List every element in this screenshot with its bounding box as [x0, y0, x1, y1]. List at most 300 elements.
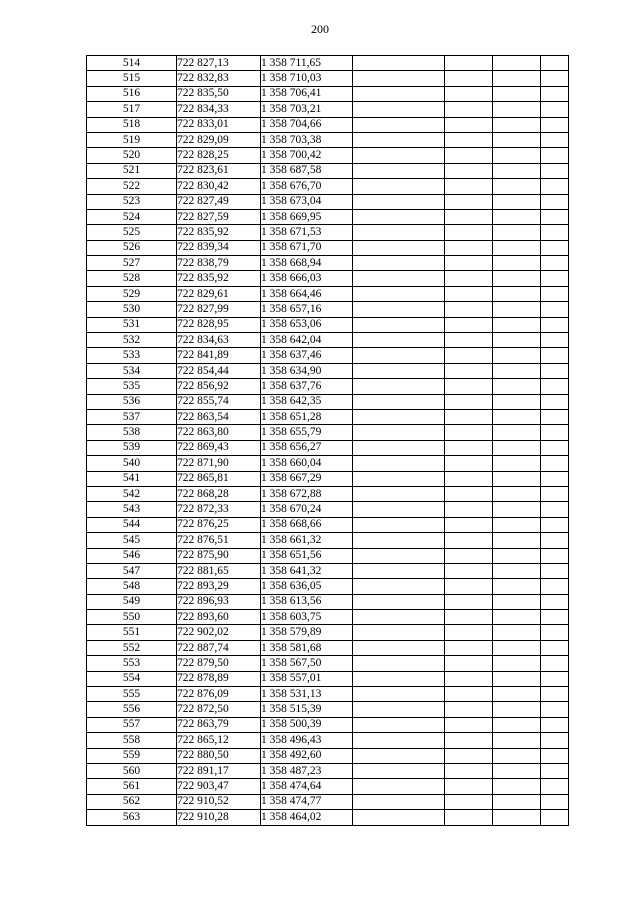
empty-cell [353, 671, 445, 686]
point-number-cell: 524 [87, 209, 177, 224]
empty-cell [445, 779, 493, 794]
table-row [87, 656, 569, 671]
empty-cell [541, 394, 569, 409]
y-coordinate-cell: 1 358 676,70 [261, 179, 353, 194]
empty-cell [493, 163, 541, 178]
page-number: 200 [311, 22, 329, 36]
empty-cell [353, 102, 445, 117]
x-coordinate-cell: 722 875,90 [177, 548, 261, 563]
empty-cell [445, 671, 493, 686]
table-row [87, 640, 569, 655]
y-coordinate-cell: 1 358 642,35 [261, 394, 353, 409]
x-coordinate-cell: 722 872,33 [177, 502, 261, 517]
empty-cell [353, 517, 445, 532]
empty-cell [353, 687, 445, 702]
empty-cell [445, 56, 493, 71]
empty-cell [493, 379, 541, 394]
y-coordinate-cell: 1 358 651,56 [261, 548, 353, 563]
table-row [87, 517, 569, 532]
empty-cell [493, 317, 541, 332]
empty-cell [541, 225, 569, 240]
x-coordinate-cell: 722 872,50 [177, 702, 261, 717]
empty-cell [445, 733, 493, 748]
empty-cell [493, 548, 541, 563]
empty-cell [445, 548, 493, 563]
empty-cell [541, 794, 569, 809]
table-row [87, 594, 569, 609]
empty-cell [493, 456, 541, 471]
table-row [87, 132, 569, 147]
y-coordinate-cell: 1 358 579,89 [261, 625, 353, 640]
x-coordinate-cell: 722 835,92 [177, 225, 261, 240]
point-number-cell: 543 [87, 502, 177, 517]
table-row [87, 163, 569, 178]
empty-cell [493, 117, 541, 132]
empty-cell [541, 425, 569, 440]
table-row [87, 56, 569, 71]
empty-cell [493, 194, 541, 209]
empty-cell [541, 717, 569, 732]
empty-cell [353, 486, 445, 501]
y-coordinate-cell: 1 358 704,66 [261, 117, 353, 132]
point-number-cell: 544 [87, 517, 177, 532]
empty-cell [353, 71, 445, 86]
empty-cell [541, 610, 569, 625]
empty-cell [493, 179, 541, 194]
y-coordinate-cell: 1 358 668,94 [261, 256, 353, 271]
point-number-cell: 555 [87, 687, 177, 702]
empty-cell [445, 594, 493, 609]
point-number-cell: 520 [87, 148, 177, 163]
table-row [87, 194, 569, 209]
empty-cell [353, 256, 445, 271]
empty-cell [445, 810, 493, 825]
empty-cell [353, 748, 445, 763]
x-coordinate-cell: 722 830,42 [177, 179, 261, 194]
table-row [87, 687, 569, 702]
empty-cell [541, 763, 569, 778]
x-coordinate-cell: 722 876,51 [177, 533, 261, 548]
point-number-cell: 531 [87, 317, 177, 332]
empty-cell [541, 117, 569, 132]
empty-cell [493, 394, 541, 409]
x-coordinate-cell: 722 835,50 [177, 86, 261, 101]
table-row [87, 671, 569, 686]
table-row [87, 456, 569, 471]
empty-cell [493, 533, 541, 548]
empty-cell [493, 225, 541, 240]
table-row [87, 440, 569, 455]
table-row [87, 148, 569, 163]
point-number-cell: 532 [87, 333, 177, 348]
x-coordinate-cell: 722 880,50 [177, 748, 261, 763]
empty-cell [445, 394, 493, 409]
table-row [87, 733, 569, 748]
point-number-cell: 519 [87, 132, 177, 147]
y-coordinate-cell: 1 358 667,29 [261, 471, 353, 486]
empty-cell [493, 256, 541, 271]
empty-cell [353, 594, 445, 609]
y-coordinate-cell: 1 358 703,38 [261, 132, 353, 147]
point-number-cell: 549 [87, 594, 177, 609]
empty-cell [445, 363, 493, 378]
empty-cell [353, 132, 445, 147]
point-number-cell: 541 [87, 471, 177, 486]
empty-cell [541, 548, 569, 563]
empty-cell [493, 763, 541, 778]
point-number-cell: 562 [87, 794, 177, 809]
empty-cell [445, 409, 493, 424]
empty-cell [445, 163, 493, 178]
x-coordinate-cell: 722 910,52 [177, 794, 261, 809]
empty-cell [445, 286, 493, 301]
point-number-cell: 556 [87, 702, 177, 717]
empty-cell [353, 333, 445, 348]
x-coordinate-cell: 722 871,90 [177, 456, 261, 471]
table-row [87, 502, 569, 517]
y-coordinate-cell: 1 358 487,23 [261, 763, 353, 778]
empty-cell [445, 440, 493, 455]
empty-cell [353, 610, 445, 625]
x-coordinate-cell: 722 902,02 [177, 625, 261, 640]
empty-cell [493, 579, 541, 594]
table-row [87, 225, 569, 240]
x-coordinate-cell: 722 868,28 [177, 486, 261, 501]
y-coordinate-cell: 1 358 613,56 [261, 594, 353, 609]
x-coordinate-cell: 722 865,81 [177, 471, 261, 486]
empty-cell [541, 456, 569, 471]
empty-cell [541, 348, 569, 363]
x-coordinate-cell: 722 829,09 [177, 132, 261, 147]
y-coordinate-cell: 1 358 492,60 [261, 748, 353, 763]
point-number-cell: 545 [87, 533, 177, 548]
table-row [87, 702, 569, 717]
empty-cell [445, 517, 493, 532]
empty-cell [445, 148, 493, 163]
empty-cell [353, 348, 445, 363]
empty-cell [541, 517, 569, 532]
x-coordinate-cell: 722 833,01 [177, 117, 261, 132]
table-row [87, 179, 569, 194]
table-row [87, 271, 569, 286]
empty-cell [445, 717, 493, 732]
empty-cell [493, 132, 541, 147]
y-coordinate-cell: 1 358 642,04 [261, 333, 353, 348]
empty-cell [445, 502, 493, 517]
empty-cell [493, 409, 541, 424]
x-coordinate-cell: 722 829,61 [177, 286, 261, 301]
x-coordinate-cell: 722 855,74 [177, 394, 261, 409]
empty-cell [445, 379, 493, 394]
table-row [87, 209, 569, 224]
y-coordinate-cell: 1 358 474,64 [261, 779, 353, 794]
empty-cell [493, 209, 541, 224]
y-coordinate-cell: 1 358 636,05 [261, 579, 353, 594]
table-row [87, 794, 569, 809]
empty-cell [493, 733, 541, 748]
point-number-cell: 551 [87, 625, 177, 640]
table-row [87, 363, 569, 378]
y-coordinate-cell: 1 358 655,79 [261, 425, 353, 440]
empty-cell [353, 733, 445, 748]
empty-cell [353, 548, 445, 563]
empty-cell [445, 256, 493, 271]
x-coordinate-cell: 722 834,33 [177, 102, 261, 117]
empty-cell [353, 379, 445, 394]
y-coordinate-cell: 1 358 703,21 [261, 102, 353, 117]
empty-cell [541, 733, 569, 748]
empty-cell [493, 71, 541, 86]
empty-cell [541, 502, 569, 517]
empty-cell [541, 640, 569, 655]
table-row [87, 256, 569, 271]
y-coordinate-cell: 1 358 687,58 [261, 163, 353, 178]
y-coordinate-cell: 1 358 710,03 [261, 71, 353, 86]
table-row [87, 486, 569, 501]
empty-cell [353, 271, 445, 286]
x-coordinate-cell: 722 893,29 [177, 579, 261, 594]
empty-cell [541, 132, 569, 147]
empty-cell [353, 456, 445, 471]
empty-cell [493, 640, 541, 655]
empty-cell [541, 748, 569, 763]
empty-cell [445, 794, 493, 809]
y-coordinate-cell: 1 358 567,50 [261, 656, 353, 671]
empty-cell [493, 471, 541, 486]
table-row [87, 748, 569, 763]
table-row [87, 717, 569, 732]
empty-cell [445, 625, 493, 640]
empty-cell [445, 748, 493, 763]
x-coordinate-cell: 722 863,80 [177, 425, 261, 440]
empty-cell [353, 702, 445, 717]
empty-cell [353, 563, 445, 578]
empty-cell [541, 671, 569, 686]
table-row [87, 610, 569, 625]
empty-cell [493, 425, 541, 440]
empty-cell [541, 656, 569, 671]
empty-cell [541, 810, 569, 825]
y-coordinate-cell: 1 358 671,70 [261, 240, 353, 255]
table-row [87, 379, 569, 394]
point-number-cell: 548 [87, 579, 177, 594]
point-number-cell: 526 [87, 240, 177, 255]
empty-cell [541, 209, 569, 224]
empty-cell [353, 625, 445, 640]
empty-cell [493, 286, 541, 301]
empty-cell [445, 533, 493, 548]
x-coordinate-cell: 722 863,54 [177, 409, 261, 424]
x-coordinate-cell: 722 834,63 [177, 333, 261, 348]
y-coordinate-cell: 1 358 673,04 [261, 194, 353, 209]
y-coordinate-cell: 1 358 672,88 [261, 486, 353, 501]
empty-cell [541, 163, 569, 178]
empty-cell [541, 440, 569, 455]
empty-cell [493, 794, 541, 809]
empty-cell [493, 240, 541, 255]
x-coordinate-cell: 722 869,43 [177, 440, 261, 455]
empty-cell [541, 779, 569, 794]
x-coordinate-cell: 722 876,25 [177, 517, 261, 532]
empty-cell [445, 86, 493, 101]
empty-cell [493, 302, 541, 317]
x-coordinate-cell: 722 827,13 [177, 56, 261, 71]
empty-cell [493, 656, 541, 671]
empty-cell [353, 640, 445, 655]
empty-cell [541, 256, 569, 271]
empty-cell [541, 179, 569, 194]
point-number-cell: 516 [87, 86, 177, 101]
x-coordinate-cell: 722 887,74 [177, 640, 261, 655]
empty-cell [445, 302, 493, 317]
table-row [87, 240, 569, 255]
x-coordinate-cell: 722 839,34 [177, 240, 261, 255]
y-coordinate-cell: 1 358 637,46 [261, 348, 353, 363]
empty-cell [445, 763, 493, 778]
empty-cell [541, 333, 569, 348]
empty-cell [541, 702, 569, 717]
empty-cell [445, 471, 493, 486]
empty-cell [445, 610, 493, 625]
point-number-cell: 523 [87, 194, 177, 209]
x-coordinate-cell: 722 841,89 [177, 348, 261, 363]
empty-cell [353, 533, 445, 548]
empty-cell [353, 471, 445, 486]
y-coordinate-cell: 1 358 657,16 [261, 302, 353, 317]
empty-cell [493, 86, 541, 101]
point-number-cell: 553 [87, 656, 177, 671]
x-coordinate-cell: 722 876,09 [177, 687, 261, 702]
empty-cell [493, 779, 541, 794]
point-number-cell: 517 [87, 102, 177, 117]
y-coordinate-cell: 1 358 664,46 [261, 286, 353, 301]
table-row [87, 425, 569, 440]
point-number-cell: 557 [87, 717, 177, 732]
empty-cell [445, 348, 493, 363]
x-coordinate-cell: 722 827,99 [177, 302, 261, 317]
x-coordinate-cell: 722 910,28 [177, 810, 261, 825]
empty-cell [541, 579, 569, 594]
x-coordinate-cell: 722 823,61 [177, 163, 261, 178]
empty-cell [493, 348, 541, 363]
y-coordinate-cell: 1 358 706,41 [261, 86, 353, 101]
empty-cell [493, 486, 541, 501]
table-row [87, 348, 569, 363]
empty-cell [445, 640, 493, 655]
empty-cell [493, 440, 541, 455]
x-coordinate-cell: 722 856,92 [177, 379, 261, 394]
empty-cell [353, 86, 445, 101]
empty-cell [493, 810, 541, 825]
point-number-cell: 518 [87, 117, 177, 132]
x-coordinate-cell: 722 835,92 [177, 271, 261, 286]
empty-cell [353, 209, 445, 224]
empty-cell [541, 486, 569, 501]
y-coordinate-cell: 1 358 641,32 [261, 563, 353, 578]
point-number-cell: 540 [87, 456, 177, 471]
point-number-cell: 525 [87, 225, 177, 240]
y-coordinate-cell: 1 358 669,95 [261, 209, 353, 224]
table-row [87, 333, 569, 348]
x-coordinate-cell: 722 838,79 [177, 256, 261, 271]
x-coordinate-cell: 722 827,49 [177, 194, 261, 209]
y-coordinate-cell: 1 358 651,28 [261, 409, 353, 424]
x-coordinate-cell: 722 903,47 [177, 779, 261, 794]
x-coordinate-cell: 722 832,83 [177, 71, 261, 86]
point-number-cell: 550 [87, 610, 177, 625]
point-number-cell: 547 [87, 563, 177, 578]
empty-cell [353, 117, 445, 132]
empty-cell [493, 517, 541, 532]
y-coordinate-cell: 1 358 500,39 [261, 717, 353, 732]
table-row [87, 409, 569, 424]
empty-cell [353, 502, 445, 517]
empty-cell [541, 363, 569, 378]
x-coordinate-cell: 722 891,17 [177, 763, 261, 778]
table-row [87, 763, 569, 778]
empty-cell [445, 656, 493, 671]
empty-cell [493, 271, 541, 286]
x-coordinate-cell: 722 827,59 [177, 209, 261, 224]
point-number-cell: 563 [87, 810, 177, 825]
empty-cell [445, 194, 493, 209]
empty-cell [353, 579, 445, 594]
empty-cell [493, 671, 541, 686]
y-coordinate-cell: 1 358 670,24 [261, 502, 353, 517]
y-coordinate-cell: 1 358 661,32 [261, 533, 353, 548]
point-number-cell: 537 [87, 409, 177, 424]
y-coordinate-cell: 1 358 531,13 [261, 687, 353, 702]
point-number-cell: 561 [87, 779, 177, 794]
y-coordinate-cell: 1 358 637,76 [261, 379, 353, 394]
empty-cell [353, 163, 445, 178]
empty-cell [353, 225, 445, 240]
empty-cell [493, 702, 541, 717]
empty-cell [445, 271, 493, 286]
point-number-cell: 529 [87, 286, 177, 301]
point-number-cell: 558 [87, 733, 177, 748]
empty-cell [353, 240, 445, 255]
empty-cell [541, 471, 569, 486]
empty-cell [445, 102, 493, 117]
empty-cell [353, 656, 445, 671]
point-number-cell: 521 [87, 163, 177, 178]
table-row [87, 533, 569, 548]
empty-cell [493, 502, 541, 517]
empty-cell [445, 563, 493, 578]
empty-cell [541, 286, 569, 301]
table-row [87, 394, 569, 409]
table-row [87, 548, 569, 563]
table-row [87, 579, 569, 594]
point-number-cell: 515 [87, 71, 177, 86]
point-number-cell: 560 [87, 763, 177, 778]
empty-cell [353, 425, 445, 440]
empty-cell [541, 409, 569, 424]
point-number-cell: 535 [87, 379, 177, 394]
empty-cell [445, 687, 493, 702]
empty-cell [353, 148, 445, 163]
empty-cell [493, 594, 541, 609]
y-coordinate-cell: 1 358 656,27 [261, 440, 353, 455]
empty-cell [353, 179, 445, 194]
y-coordinate-cell: 1 358 653,06 [261, 317, 353, 332]
y-coordinate-cell: 1 358 711,65 [261, 56, 353, 71]
empty-cell [541, 102, 569, 117]
x-coordinate-cell: 722 893,60 [177, 610, 261, 625]
empty-cell [493, 625, 541, 640]
y-coordinate-cell: 1 358 474,77 [261, 794, 353, 809]
